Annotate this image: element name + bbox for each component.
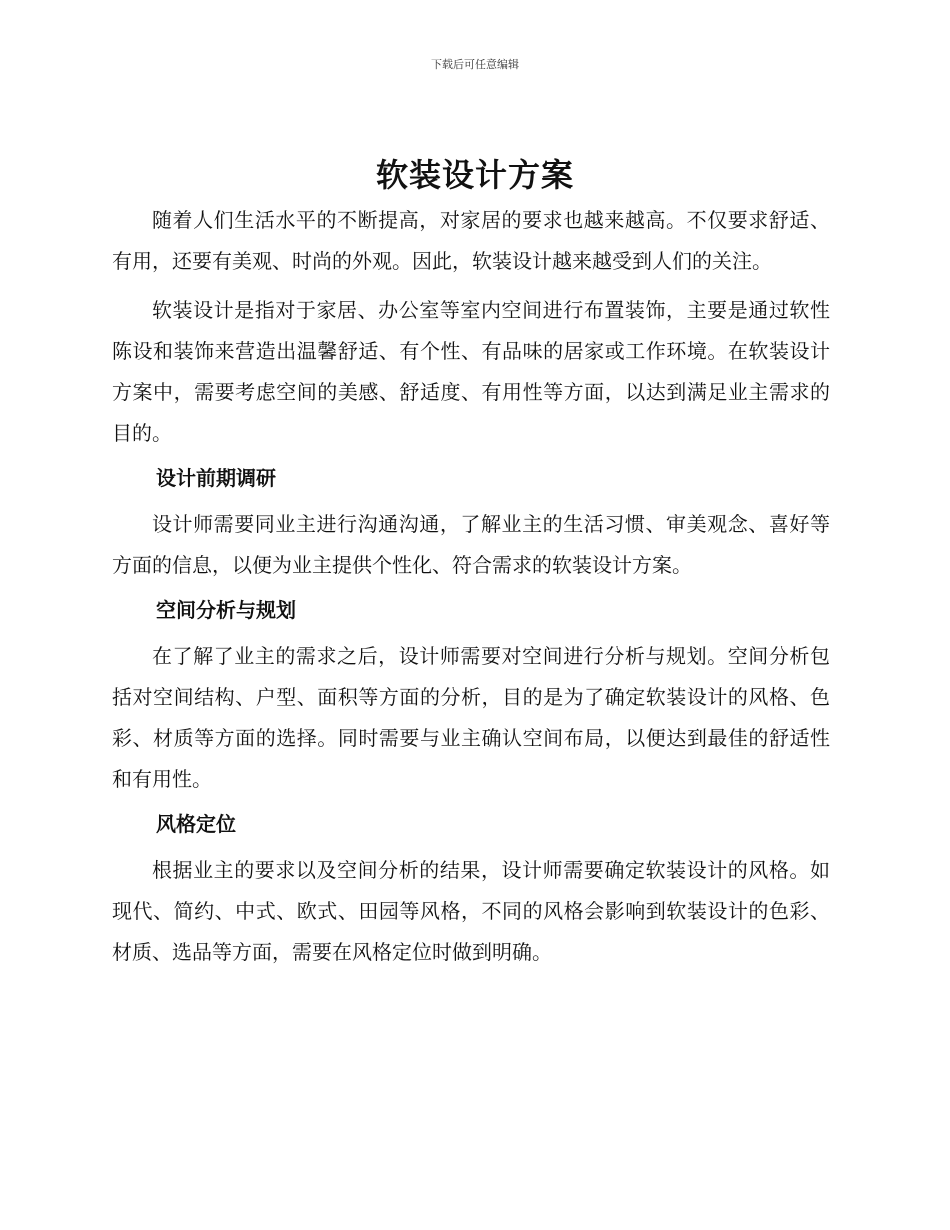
section-paragraph-style: 根据业主的要求以及空间分析的结果，设计师需要确定软装设计的风格。如现代、简约、中式、欧式、田园等风格，不同的风格会影响到软装设计的色彩、材质、选品等方面，需要在风格定位时做到明确。 [112, 858, 830, 964]
section-heading-style: 风格定位 [156, 812, 236, 836]
document-body [112, 200, 830, 981]
section-paragraph-space-analysis: 在了解了业主的需求之后，设计师需要对空间进行分析与规划。空间分析包括对空间结构、户型、面积等方面的分析，目的是为了确定软装设计的风格、色彩、材质等方面的选择。同时需要与业主确认空间布局，以便达到最佳的舒适性和有用性。 [112, 644, 830, 791]
section-heading-space-analysis: 空间分析与规划 [156, 598, 296, 622]
document-title: 软装设计方案 [375, 156, 574, 194]
section-paragraph-research: 设计师需要同业主进行沟通沟通，了解业主的生活习惯、审美观念、喜好等方面的信息，以便为业主提供个性化、符合需求的软装设计方案。 [112, 512, 830, 577]
section-heading-research: 设计前期调研 [156, 466, 276, 490]
intro-paragraph-2: 软装设计是指对于家居、办公室等室内空间进行布置装饰，主要是通过软性陈设和装饰来营造出温馨舒适、有个性、有品味的居家或工作环境。在软装设计方案中，需要考虑空间的美感、舒适度、有用性等方面，以达到满足业主需求的目的。 [112, 298, 830, 445]
intro-paragraph-1: 随着人们生活水平的不断提高，对家居的要求也越来越高。不仅要求舒适、有用，还要有美观、时尚的外观。因此，软装设计越来越受到人们的关注。 [112, 208, 830, 273]
header-note: 下载后可任意编辑 [431, 58, 519, 71]
